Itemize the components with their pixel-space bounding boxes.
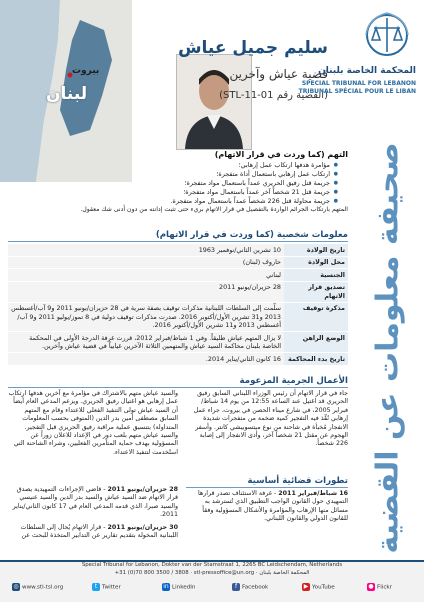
personal-info-table bbox=[8, 244, 348, 366]
table-row bbox=[8, 256, 348, 269]
charge-item: ● جريمة قتل 21 شخصاً آخر عمداً باستعمال مواد متفجرة؛ bbox=[8, 188, 338, 197]
row-label: محل الولادة bbox=[284, 256, 348, 269]
row-label: تصديق قرار الاتهام bbox=[284, 281, 348, 302]
defendant-name: سليم جميل عياش bbox=[178, 38, 328, 58]
flickr-icon: ● bbox=[368, 583, 374, 590]
row-value: 28 حزيران/يونيو 2011 bbox=[8, 281, 284, 302]
charges-title: التهم (كما وردت في قرار الاتهام) bbox=[214, 150, 348, 159]
banner-text: صحيفة معلومات عن القضية bbox=[370, 142, 406, 554]
developments-title: تطورات قضائية أساسية bbox=[186, 476, 348, 488]
org-name-english: SPECIAL TRIBUNAL FOR LEBANON bbox=[301, 80, 416, 87]
vertical-banner bbox=[352, 128, 424, 568]
charge-item: ● ارتكاب عمل إرهابي باستعمال أداة متفجرة؛ bbox=[8, 170, 338, 179]
footer-social-links bbox=[12, 583, 412, 593]
charge-item: ● جريمة قتل رفيق الحريري عمداً باستعمال مواد متفجرة؛ bbox=[8, 179, 338, 188]
charges-section bbox=[8, 150, 348, 220]
twitter-link[interactable]: t Twitter bbox=[92, 583, 121, 591]
map-label-beirut: بيروت bbox=[72, 66, 100, 76]
development-entry bbox=[8, 486, 178, 520]
stl-logo-icon bbox=[360, 8, 414, 62]
table-row bbox=[8, 269, 348, 282]
charge-item: ● مؤامرة هدفها ارتكاب عمل إرهابي؛ bbox=[8, 161, 338, 170]
case-title: قضية عياش وآخرين bbox=[229, 67, 328, 81]
row-value: 10 تشرين الثاني/نوفمبر 1963 bbox=[8, 244, 284, 256]
row-label: تاريخ بدء المحاكمة bbox=[284, 353, 348, 366]
footer-address: Special Tribunal for Lebanon, Dokter van der Stamstraat 1, 2265 BC Leidschendam, Netherlands bbox=[81, 562, 343, 568]
case-number: (القضية رقم STL-11-01) bbox=[219, 90, 328, 101]
twitter-icon: t bbox=[92, 583, 100, 591]
website-link[interactable]: ◎ www.stl-tsl.org bbox=[13, 583, 64, 591]
development-date: 28 حزيران/يونيو 2011 bbox=[107, 486, 178, 493]
row-value: 16 كانون الثاني/يناير 2014. bbox=[8, 353, 284, 366]
alleged-left-column: والسيد عياش متهم بالاشتراك في مؤامرة مع آخرين هدفها ارتكاب عمل إرهابي هو اغتيال رفيق الحريري. ويزعم المدعي العام أيضاً أن السيد عياش تولى التنفيذ الفعلي للاعتداء وقام مع المتهم السابق مصطفى أمين بدر الدين (المتوفى بحسب المعلومات المتداولة) بتنسيق عملية مراقبة رفيق الحريري قبل التفجير. والسيد عياش متهم بلعب دور في الإعداد للاعلان زوراً عن المسؤولية بهدف حماية المتآمرين الفعليين، وشراء الشاحنة التي استُخدمت لتنفيذ الاعتداء. bbox=[8, 390, 178, 456]
flickr-link[interactable]: ● Flickr bbox=[368, 583, 392, 591]
alleged-crimes-title: الأعمال الجرمية المزعومة bbox=[8, 376, 348, 388]
row-label: مذكرة توقيف bbox=[284, 302, 348, 332]
development-date: 30 حزيران/يونيو 2011 bbox=[107, 524, 178, 531]
globe-icon: ◎ bbox=[13, 583, 19, 590]
linkedin-link[interactable]: in LinkedIn bbox=[163, 583, 196, 591]
row-label: تاريخ الولادة bbox=[284, 244, 348, 256]
facebook-icon: f bbox=[232, 583, 240, 591]
development-text: - غرفة الاستئناف تصدر قرارها التمهيدي حول القانون الواجب التطبيق الذي تُسترشد به مسائل منها الإرهاب والمؤامرة والأشكال المسؤولية وفقاً للقانون الدولي والقانون اللبناني. bbox=[198, 490, 348, 523]
youtube-link[interactable]: ▶ YouTube bbox=[303, 583, 335, 591]
development-entry bbox=[186, 490, 348, 524]
row-label: الوضع الراهن bbox=[284, 332, 348, 353]
row-value: سلّمت إلى السلطات اللبنانية مذكرات توقيف بصفة سرية في 28 حزيران/يونيو 2011 و9 آب/أغسطس 2013 و31 تشرين الأول/أكتوبر 2016. صدرت مذكرات توقيف دولية في 8 تموز/يوليو 2011 و9 آب/أغسطس 2013 و11 تشرين الأول/أكتوبر 2016. bbox=[8, 302, 284, 332]
personal-info-title: معلومات شخصية (كما وردت في قرار الاتهام) bbox=[8, 230, 348, 242]
development-entry bbox=[8, 524, 178, 541]
charge-item: ● جريمة محاولة قتل 226 شخصاً عمداً باستعمال مواد متفجرة. bbox=[8, 197, 338, 206]
map-label-lebanon: لبنان bbox=[46, 84, 88, 104]
alleged-right-column: جاء في قرار الاتهام أن رئيس الوزراء اللبناني السابق رفيق الحريري قد اغتيل عند الساعة 12:55 من يوم 14 شباط/فبراير 2005، في شارع ميناء الحصن في بيروت، جراء عمل إرهابي نُفِّذ فيه التفجير كمية ضخمة من متفجرات شديدة الانفجار مُخبأة في شاحنة من نوع ميتسوبيشي كانتر. وأسفر الهجوم عن مقتل 21 شخصاً آخر، وأدى الانفجار إلى إصابة 226 شخصاً. bbox=[193, 390, 348, 448]
row-value: لبناني bbox=[8, 269, 284, 282]
development-date: 16 شباط/فبراير 2011 bbox=[278, 490, 348, 497]
table-row bbox=[8, 353, 348, 366]
linkedin-icon: in bbox=[163, 583, 169, 590]
facebook-link[interactable]: f Facebook bbox=[232, 583, 268, 591]
org-name-arabic: المحكمة الخاصة بلبنان bbox=[318, 66, 416, 76]
org-name-french: TRIBUNAL SPÉCIAL POUR LE LIBAN bbox=[298, 88, 416, 95]
youtube-icon: ▶ bbox=[303, 583, 309, 590]
footer-contact: +31 (0)70 800 3500 / 3808 · stl-pressoffice@un.org · المحكمة الخاصة بلبنان bbox=[114, 570, 310, 576]
row-label: الجنسية bbox=[284, 269, 348, 282]
presumption-note: المتهم بارتكاب الجرائم الواردة بالتفصيل في قرار الاتهام بريء حتى تثبت إدانته من دون أدنى شك معقول. bbox=[80, 206, 348, 213]
development-text: - قاضي الإجراءات التمهيدية يصدق قرار الاتهام ضد السيد عياش والسيد بدر الدين والسيد عنيسي والسيد صبرا، الذي قدمه المدعي العام في 17 كانون الثاني/يناير 2011. bbox=[12, 486, 178, 519]
table-row bbox=[8, 281, 348, 302]
development-text: - قرار الاتهام يُحال إلى السلطات اللبنانية المخولة بتقديم تقارير عن التدابير المتخذة للبحث عن bbox=[20, 524, 178, 540]
table-row bbox=[8, 332, 348, 353]
table-row bbox=[8, 302, 348, 332]
table-row bbox=[8, 244, 348, 256]
row-value: لا يزال المتهم عياش طليقاً. وفي 1 شباط/فبراير 2012، قررت غرفة الدرجة الأولى في المحكمة الخاصة بلبنان محاكمة السيد عياش والمتهمين الثلاثة الآخرين غيابياً في قضية عياش وآخرين. bbox=[8, 332, 284, 353]
charges-list bbox=[8, 161, 348, 206]
row-value: حاروف (لبنان) bbox=[8, 256, 284, 269]
